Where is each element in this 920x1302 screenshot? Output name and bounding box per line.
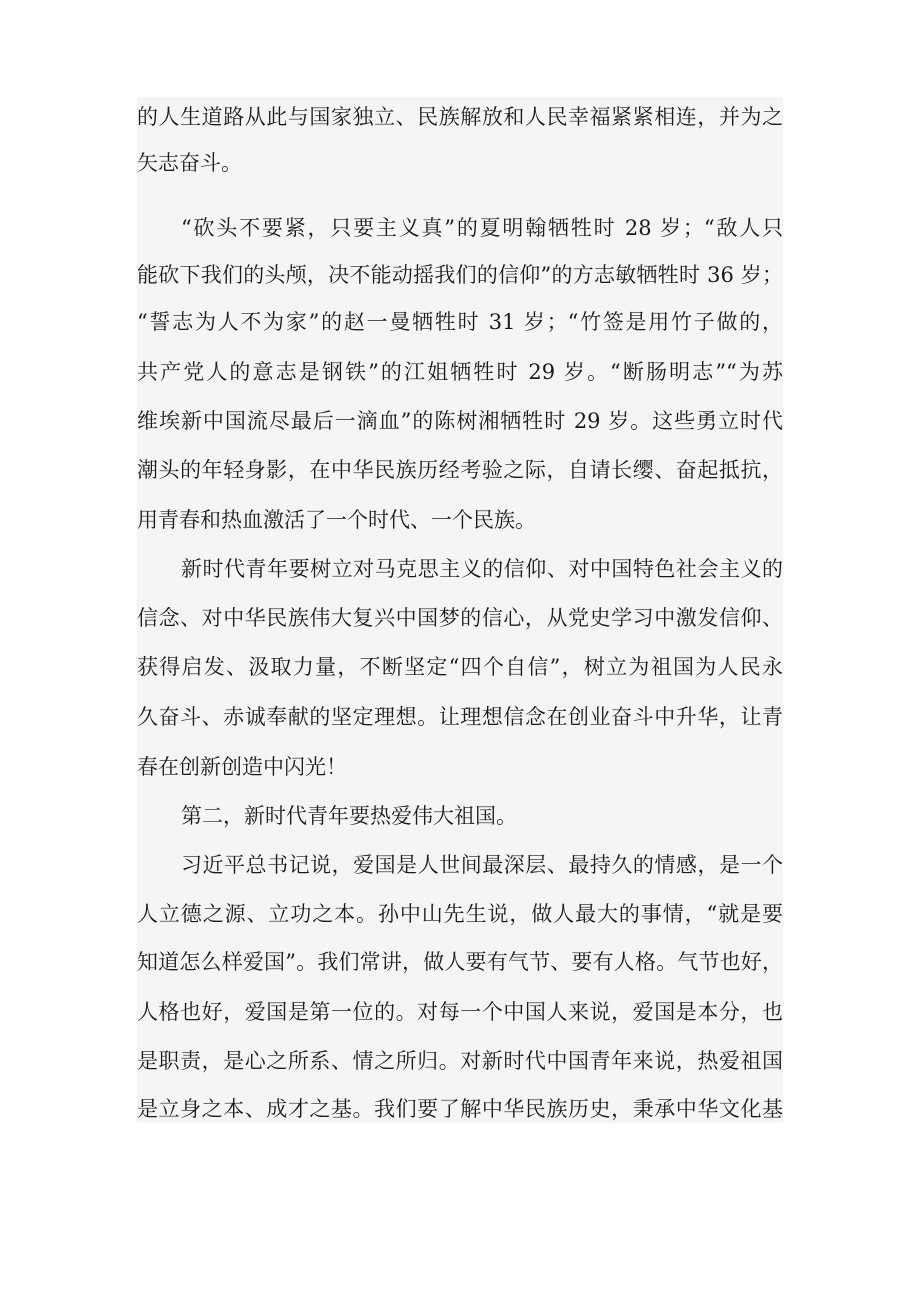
text-line: 人立德之源、立功之本。孙中山先生说，做人最大的事情，“就是要: [137, 902, 783, 926]
text-line: 用青春和热血激活了一个时代、一个民族。: [137, 508, 536, 532]
text-line: 是立身之本、成才之基。我们要了解中华民族历史，秉承中华文化基: [137, 1097, 783, 1121]
text-line: 是职责，是心之所系、情之所归。对新时代中国青年来说，热爱祖国: [137, 1049, 783, 1073]
text-line: 知道怎么样爱国”。我们常讲，做人要有气节、要有人格。气节也好，: [137, 950, 783, 974]
text-line: 潮头的年轻身影，在中华民族历经考验之际，自请长缨、奋起抵抗，: [137, 458, 783, 482]
text-line: 维埃新中国流尽最后一滴血”的陈树湘牺牲时 29 岁。这些勇立时代: [137, 409, 783, 433]
text-line: 春在创新创造中闪光！: [137, 755, 347, 779]
text-line: 的人生道路从此与国家独立、民族解放和人民幸福紧紧相连，并为之: [137, 105, 783, 129]
text-line: 共产党人的意志是钢铁”的江姐牺牲时 29 岁。“断肠明志”“为苏: [137, 360, 783, 384]
text-line: 信念、对中华民族伟大复兴中国梦的信心，从党史学习中激发信仰、: [137, 606, 783, 630]
text-line: 矢志奋斗。: [137, 151, 242, 175]
text-line: 能砍下我们的头颅，决不能动摇我们的信仰”的方志敏牺牲时 36 岁；: [137, 263, 783, 287]
text-line: 获得启发、汲取力量，不断坚定“四个自信”，树立为祖国为人民永: [137, 655, 783, 679]
text-line: 人格也好，爱国是第一位的。对每一个中国人来说，爱国是本分，也: [137, 1000, 783, 1024]
text-line: 久奋斗、赤诚奉献的坚定理想。让理想信念在创业奋斗中升华，让青: [137, 705, 783, 729]
body-text: [137, 97, 783, 1123]
text-line: “誓志为人不为家”的赵一曼牺牲时 31 岁；“竹签是用竹子做的，: [137, 310, 783, 334]
text-line: 习近平总书记说，爱国是人世间最深层、最持久的情感，是一个: [181, 853, 783, 877]
text-line: 新时代青年要树立对马克思主义的信仰、对中国特色社会主义的: [181, 557, 783, 581]
text-line: “砍头不要紧，只要主义真”的夏明翰牺牲时 28 岁；“敌人只: [181, 216, 783, 240]
text-line: 第二，新时代青年要热爱伟大祖国。: [181, 804, 517, 828]
